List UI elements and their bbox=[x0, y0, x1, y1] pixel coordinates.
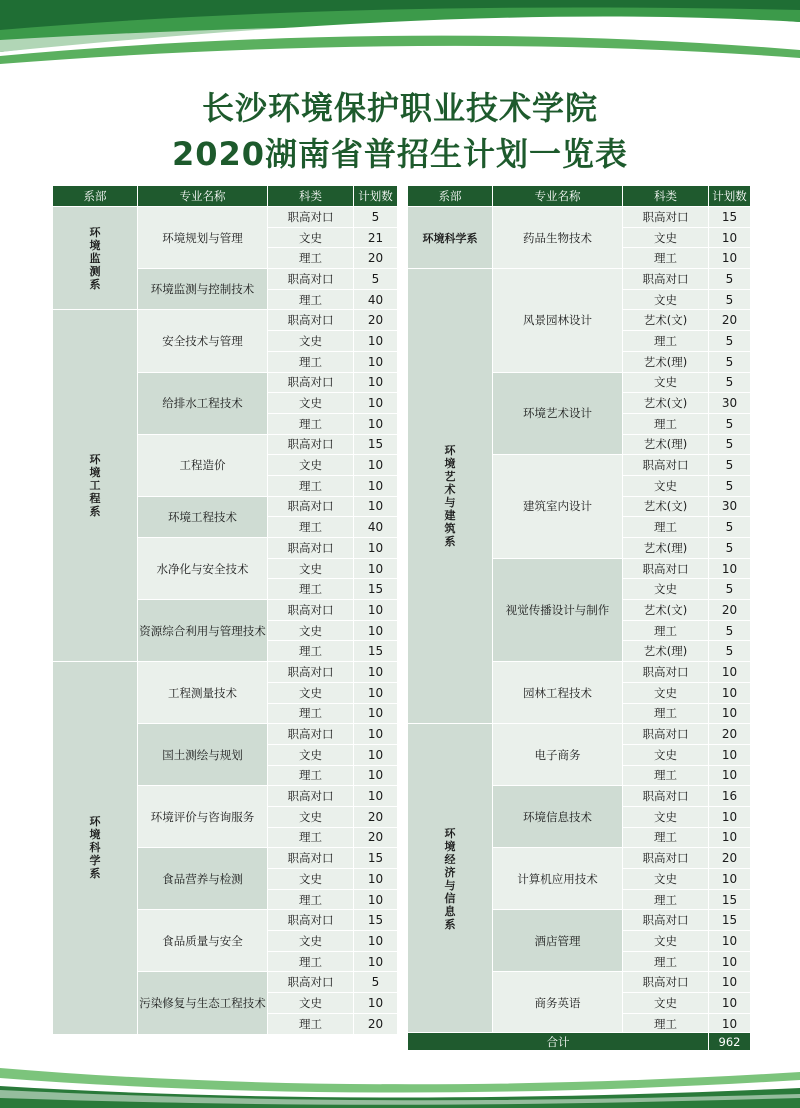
total-row-table bbox=[407, 1032, 751, 1051]
category-cell: 职高对口 bbox=[268, 724, 354, 745]
plan-count-cell: 15 bbox=[354, 910, 398, 931]
category-cell: 职高对口 bbox=[623, 662, 709, 683]
table-row bbox=[408, 269, 751, 290]
plan-count-cell: 15 bbox=[354, 641, 398, 662]
plan-count-cell: 10 bbox=[354, 889, 398, 910]
major-name: 药品生物技术 bbox=[493, 207, 623, 269]
plan-count-cell: 10 bbox=[354, 765, 398, 786]
category-cell: 理工 bbox=[623, 413, 709, 434]
dept-name: 环境科学系 bbox=[89, 815, 101, 881]
plan-count-cell: 5 bbox=[709, 475, 751, 496]
category-cell: 理工 bbox=[268, 475, 354, 496]
plan-count-cell: 10 bbox=[354, 703, 398, 724]
plan-count-cell: 15 bbox=[354, 579, 398, 600]
category-cell: 文史 bbox=[623, 682, 709, 703]
category-cell: 艺术(理) bbox=[623, 351, 709, 372]
plan-count-cell: 10 bbox=[709, 765, 751, 786]
dept-cell: 环境科学系 bbox=[408, 207, 493, 269]
dept-name: 环境艺术与建筑系 bbox=[444, 444, 456, 549]
total-row bbox=[408, 1033, 751, 1051]
category-cell: 职高对口 bbox=[268, 207, 354, 228]
plan-count-cell: 10 bbox=[709, 806, 751, 827]
category-cell: 职高对口 bbox=[623, 848, 709, 869]
category-cell: 文史 bbox=[623, 931, 709, 952]
header-major: 专业名称 bbox=[138, 186, 268, 207]
plan-count-cell: 10 bbox=[709, 227, 751, 248]
category-cell: 文史 bbox=[623, 227, 709, 248]
category-cell: 文史 bbox=[623, 869, 709, 890]
plan-count-cell: 10 bbox=[354, 744, 398, 765]
category-cell: 理工 bbox=[268, 413, 354, 434]
plan-count-cell: 40 bbox=[354, 517, 398, 538]
category-cell: 职高对口 bbox=[623, 455, 709, 476]
plan-count-cell: 10 bbox=[354, 869, 398, 890]
plan-count-cell: 5 bbox=[709, 372, 751, 393]
major-name: 环境艺术设计 bbox=[493, 372, 623, 455]
right-plan-table bbox=[407, 185, 751, 1035]
plan-count-cell: 10 bbox=[354, 393, 398, 414]
category-cell: 文史 bbox=[268, 744, 354, 765]
major-name: 安全技术与管理 bbox=[138, 310, 268, 372]
category-cell: 文史 bbox=[268, 227, 354, 248]
major-name: 给排水工程技术 bbox=[138, 372, 268, 434]
header-category: 科类 bbox=[268, 186, 354, 207]
category-cell: 文史 bbox=[268, 993, 354, 1014]
plan-count-cell: 10 bbox=[354, 496, 398, 517]
plan-count-cell: 20 bbox=[709, 848, 751, 869]
major-name: 环境监测与控制技术 bbox=[138, 269, 268, 310]
category-cell: 职高对口 bbox=[268, 972, 354, 993]
table-row bbox=[408, 724, 751, 745]
category-cell: 职高对口 bbox=[268, 662, 354, 683]
category-cell: 职高对口 bbox=[268, 786, 354, 807]
plan-count-cell: 10 bbox=[354, 786, 398, 807]
major-name: 工程造价 bbox=[138, 434, 268, 496]
plan-count-cell: 5 bbox=[709, 620, 751, 641]
plan-count-cell: 21 bbox=[354, 227, 398, 248]
category-cell: 理工 bbox=[623, 331, 709, 352]
plan-count-cell: 10 bbox=[354, 951, 398, 972]
category-cell: 职高对口 bbox=[268, 269, 354, 290]
category-cell: 职高对口 bbox=[268, 848, 354, 869]
plan-count-cell: 40 bbox=[354, 289, 398, 310]
plan-count-cell: 20 bbox=[354, 1013, 398, 1034]
plan-count-cell: 10 bbox=[709, 869, 751, 890]
header-category: 科类 bbox=[623, 186, 709, 207]
category-cell: 理工 bbox=[623, 1013, 709, 1034]
plan-count-cell: 20 bbox=[354, 248, 398, 269]
plan-count-cell: 10 bbox=[354, 372, 398, 393]
category-cell: 职高对口 bbox=[623, 269, 709, 290]
dept-name: 环境工程系 bbox=[89, 453, 101, 519]
category-cell: 职高对口 bbox=[623, 724, 709, 745]
plan-count-cell: 20 bbox=[354, 806, 398, 827]
plan-count-cell: 10 bbox=[709, 703, 751, 724]
plan-count-cell: 10 bbox=[709, 744, 751, 765]
category-cell: 文史 bbox=[268, 558, 354, 579]
major-name: 工程测量技术 bbox=[138, 662, 268, 724]
major-name: 酒店管理 bbox=[493, 910, 623, 972]
category-cell: 理工 bbox=[623, 827, 709, 848]
category-cell: 艺术(文) bbox=[623, 600, 709, 621]
plan-count-cell: 10 bbox=[354, 558, 398, 579]
category-cell: 职高对口 bbox=[268, 372, 354, 393]
page-title-plan: 2020湖南省普招生计划一览表 bbox=[171, 135, 629, 173]
category-cell: 职高对口 bbox=[268, 434, 354, 455]
plan-count-cell: 10 bbox=[709, 972, 751, 993]
category-cell: 文史 bbox=[623, 579, 709, 600]
plan-count-cell: 20 bbox=[709, 310, 751, 331]
plan-count-cell: 5 bbox=[709, 434, 751, 455]
plan-count-cell: 15 bbox=[354, 434, 398, 455]
category-cell: 理工 bbox=[268, 579, 354, 600]
plan-count-cell: 10 bbox=[709, 248, 751, 269]
plan-count-cell: 5 bbox=[709, 351, 751, 372]
header-major: 专业名称 bbox=[493, 186, 623, 207]
category-cell: 理工 bbox=[268, 703, 354, 724]
plan-count-cell: 5 bbox=[709, 413, 751, 434]
plan-count-cell: 5 bbox=[354, 269, 398, 290]
plan-count-cell: 10 bbox=[354, 413, 398, 434]
category-cell: 艺术(文) bbox=[623, 310, 709, 331]
page-title-school: 长沙环境保护职业技术学院 bbox=[201, 89, 598, 127]
major-name: 食品营养与检测 bbox=[138, 848, 268, 910]
category-cell: 文史 bbox=[268, 331, 354, 352]
category-cell: 文史 bbox=[623, 993, 709, 1014]
plan-count-cell: 10 bbox=[354, 475, 398, 496]
plan-count-cell: 5 bbox=[709, 517, 751, 538]
plan-count-cell: 20 bbox=[354, 827, 398, 848]
top-swoosh-decoration bbox=[0, 0, 800, 80]
plan-count-cell: 30 bbox=[709, 393, 751, 414]
category-cell: 职高对口 bbox=[623, 972, 709, 993]
category-cell: 文史 bbox=[268, 806, 354, 827]
category-cell: 文史 bbox=[623, 744, 709, 765]
plan-count-cell: 10 bbox=[354, 662, 398, 683]
plan-count-cell: 10 bbox=[709, 1013, 751, 1034]
dept-cell bbox=[53, 662, 138, 1034]
major-name: 视觉传播设计与制作 bbox=[493, 558, 623, 661]
category-cell: 理工 bbox=[268, 827, 354, 848]
table-row bbox=[53, 662, 398, 683]
dept-cell bbox=[53, 310, 138, 662]
plan-count-cell: 10 bbox=[709, 682, 751, 703]
category-cell: 理工 bbox=[623, 703, 709, 724]
total-value: 962 bbox=[709, 1033, 751, 1051]
plan-count-cell: 10 bbox=[709, 993, 751, 1014]
category-cell: 文史 bbox=[623, 475, 709, 496]
major-name: 食品质量与安全 bbox=[138, 910, 268, 972]
category-cell: 艺术(理) bbox=[623, 434, 709, 455]
plan-count-cell: 5 bbox=[354, 972, 398, 993]
plan-count-cell: 10 bbox=[354, 724, 398, 745]
plan-count-cell: 5 bbox=[709, 579, 751, 600]
plan-count-cell: 10 bbox=[354, 620, 398, 641]
major-name: 环境工程技术 bbox=[138, 496, 268, 537]
category-cell: 职高对口 bbox=[268, 310, 354, 331]
category-cell: 艺术(理) bbox=[623, 641, 709, 662]
category-cell: 理工 bbox=[623, 951, 709, 972]
plan-count-cell: 30 bbox=[709, 496, 751, 517]
category-cell: 理工 bbox=[623, 620, 709, 641]
plan-count-cell: 15 bbox=[709, 207, 751, 228]
major-name: 风景园林设计 bbox=[493, 269, 623, 372]
category-cell: 理工 bbox=[268, 951, 354, 972]
major-name: 环境信息技术 bbox=[493, 786, 623, 848]
plan-count-cell: 20 bbox=[709, 724, 751, 745]
category-cell: 职高对口 bbox=[623, 910, 709, 931]
plan-count-cell: 20 bbox=[709, 600, 751, 621]
major-name: 水净化与安全技术 bbox=[138, 538, 268, 600]
category-cell: 理工 bbox=[623, 517, 709, 538]
plan-count-cell: 10 bbox=[709, 931, 751, 952]
category-cell: 艺术(文) bbox=[623, 496, 709, 517]
plan-count-cell: 10 bbox=[354, 331, 398, 352]
category-cell: 文史 bbox=[268, 931, 354, 952]
category-cell: 艺术(文) bbox=[623, 393, 709, 414]
category-cell: 文史 bbox=[623, 372, 709, 393]
category-cell: 理工 bbox=[268, 889, 354, 910]
category-cell: 职高对口 bbox=[268, 496, 354, 517]
plan-count-cell: 5 bbox=[709, 641, 751, 662]
category-cell: 理工 bbox=[268, 1013, 354, 1034]
header-plan: 计划数 bbox=[709, 186, 751, 207]
plan-count-cell: 5 bbox=[709, 289, 751, 310]
category-cell: 文史 bbox=[268, 682, 354, 703]
header-dept: 系部 bbox=[408, 186, 493, 207]
category-cell: 职高对口 bbox=[623, 558, 709, 579]
category-cell: 理工 bbox=[268, 289, 354, 310]
category-cell: 文史 bbox=[623, 806, 709, 827]
plan-count-cell: 10 bbox=[354, 600, 398, 621]
major-name: 环境规划与管理 bbox=[138, 207, 268, 269]
total-label: 合计 bbox=[408, 1033, 709, 1051]
plan-count-cell: 10 bbox=[354, 931, 398, 952]
plan-count-cell: 10 bbox=[354, 351, 398, 372]
table-row bbox=[53, 310, 398, 331]
plan-count-cell: 5 bbox=[709, 331, 751, 352]
major-name: 电子商务 bbox=[493, 724, 623, 786]
table-row bbox=[53, 207, 398, 228]
plan-count-cell: 15 bbox=[709, 910, 751, 931]
plan-count-cell: 16 bbox=[709, 786, 751, 807]
category-cell: 理工 bbox=[268, 517, 354, 538]
category-cell: 艺术(理) bbox=[623, 538, 709, 559]
dept-cell bbox=[408, 724, 493, 1034]
category-cell: 理工 bbox=[623, 765, 709, 786]
plan-count-cell: 10 bbox=[354, 682, 398, 703]
category-cell: 职高对口 bbox=[623, 786, 709, 807]
left-plan-table bbox=[52, 185, 398, 1035]
category-cell: 文史 bbox=[268, 620, 354, 641]
plan-count-cell: 10 bbox=[709, 951, 751, 972]
category-cell: 职高对口 bbox=[268, 538, 354, 559]
category-cell: 理工 bbox=[268, 641, 354, 662]
plan-count-cell: 10 bbox=[354, 993, 398, 1014]
plan-count-cell: 5 bbox=[354, 207, 398, 228]
category-cell: 理工 bbox=[268, 248, 354, 269]
plan-count-cell: 10 bbox=[709, 662, 751, 683]
plan-count-cell: 10 bbox=[354, 455, 398, 476]
plan-count-cell: 10 bbox=[709, 558, 751, 579]
plan-count-cell: 20 bbox=[354, 310, 398, 331]
major-name: 环境评价与咨询服务 bbox=[138, 786, 268, 848]
category-cell: 职高对口 bbox=[623, 207, 709, 228]
plan-count-cell: 5 bbox=[709, 455, 751, 476]
plan-count-cell: 5 bbox=[709, 538, 751, 559]
dept-name: 环境经济与信息系 bbox=[444, 826, 456, 931]
category-cell: 职高对口 bbox=[268, 600, 354, 621]
table-row bbox=[408, 207, 751, 228]
plan-count-cell: 15 bbox=[354, 848, 398, 869]
major-name: 污染修复与生态工程技术 bbox=[138, 972, 268, 1034]
major-name: 资源综合利用与管理技术 bbox=[138, 600, 268, 662]
category-cell: 文史 bbox=[623, 289, 709, 310]
category-cell: 文史 bbox=[268, 455, 354, 476]
dept-name: 环境监测系 bbox=[89, 225, 101, 291]
category-cell: 文史 bbox=[268, 393, 354, 414]
header-plan: 计划数 bbox=[354, 186, 398, 207]
major-name: 国土测绘与规划 bbox=[138, 724, 268, 786]
plan-count-cell: 5 bbox=[709, 269, 751, 290]
category-cell: 理工 bbox=[268, 351, 354, 372]
category-cell: 文史 bbox=[268, 869, 354, 890]
category-cell: 理工 bbox=[623, 889, 709, 910]
major-name: 建筑室内设计 bbox=[493, 455, 623, 558]
dept-cell bbox=[408, 269, 493, 724]
plan-count-cell: 10 bbox=[709, 827, 751, 848]
major-name: 园林工程技术 bbox=[493, 662, 623, 724]
major-name: 商务英语 bbox=[493, 972, 623, 1034]
plan-count-cell: 10 bbox=[354, 538, 398, 559]
header-dept: 系部 bbox=[53, 186, 138, 207]
plan-count-cell: 15 bbox=[709, 889, 751, 910]
major-name: 计算机应用技术 bbox=[493, 848, 623, 910]
category-cell: 理工 bbox=[623, 248, 709, 269]
category-cell: 理工 bbox=[268, 765, 354, 786]
category-cell: 职高对口 bbox=[268, 910, 354, 931]
dept-cell bbox=[53, 207, 138, 310]
